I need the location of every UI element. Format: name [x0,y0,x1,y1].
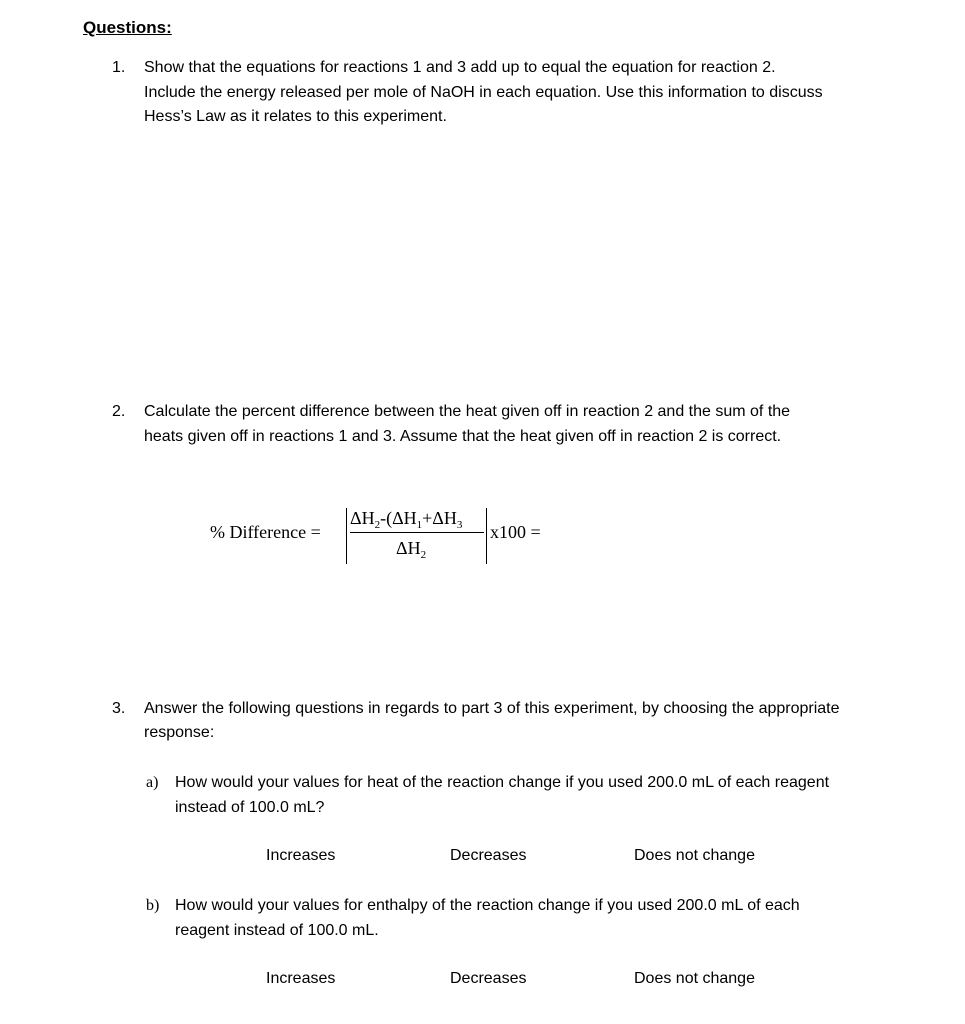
formula-lhs: % Difference = [210,522,321,542]
question-3-line-1: Answer the following questions in regards to part 3 of this experiment, by choosing the appropriate [144,700,840,717]
numerator-sub-2: 2 [374,519,381,531]
formula-numerator [350,508,462,531]
question-2-line-2: heats given off in reactions 1 and 3. Assume that the heat given off in reaction 2 is correct. [144,428,782,445]
numerator-sub-1: 1 [416,519,423,531]
question-3-line-2: response: [144,724,215,741]
question-1-line-2: Include the energy released per mole of NaOH in each equation. Use this information to discuss [144,84,823,101]
question-1-line-1: Show that the equations for reactions 1 and 3 add up to equal the equation for reaction 2. [144,59,776,76]
question-3a-line-1: How would your values for heat of the reaction change if you used 200.0 mL of each reagent [175,774,830,791]
formula-rhs: x100 = [490,522,541,542]
question-1-number: 1. [112,59,126,76]
percent-difference-formula [210,505,550,567]
question-3a-option-increases[interactable]: Increases [266,847,336,864]
questions-heading: Questions: [83,18,172,37]
question-3a-letter: a) [146,774,159,791]
question-2-number: 2. [112,403,126,420]
question-3b-option-increases[interactable]: Increases [266,970,336,987]
numerator-delta-h2: ΔH [350,508,375,528]
question-3a-line-2: instead of 100.0 mL? [175,799,325,816]
question-2-line-1: Calculate the percent difference between the heat given off in reaction 2 and the sum of the [144,403,791,420]
question-3a-option-decreases[interactable]: Decreases [450,847,527,864]
denominator-sub-2: 2 [420,549,427,561]
formula-denominator [396,538,426,561]
absolute-value-bar-right [486,508,487,564]
fraction-line [350,532,484,533]
question-3-number: 3. [112,700,126,717]
question-3b-line-2: reagent instead of 100.0 mL. [175,922,379,939]
question-3b-option-does-not-change[interactable]: Does not change [634,970,755,987]
question-1-line-3: Hess’s Law as it relates to this experiment. [144,108,447,125]
question-3b-option-decreases[interactable]: Decreases [450,970,527,987]
numerator-delta-h1: -(ΔH [380,508,417,528]
denominator-delta-h2: ΔH [396,538,421,558]
question-3b-line-1: How would your values for enthalpy of the reaction change if you used 200.0 mL of each [175,897,800,914]
numerator-sub-3: 3 [456,519,463,531]
question-3a-option-does-not-change[interactable]: Does not change [634,847,755,864]
absolute-value-bar-left [346,508,347,564]
numerator-delta-h3: +ΔH [422,508,457,528]
question-3b-letter: b) [146,897,160,914]
